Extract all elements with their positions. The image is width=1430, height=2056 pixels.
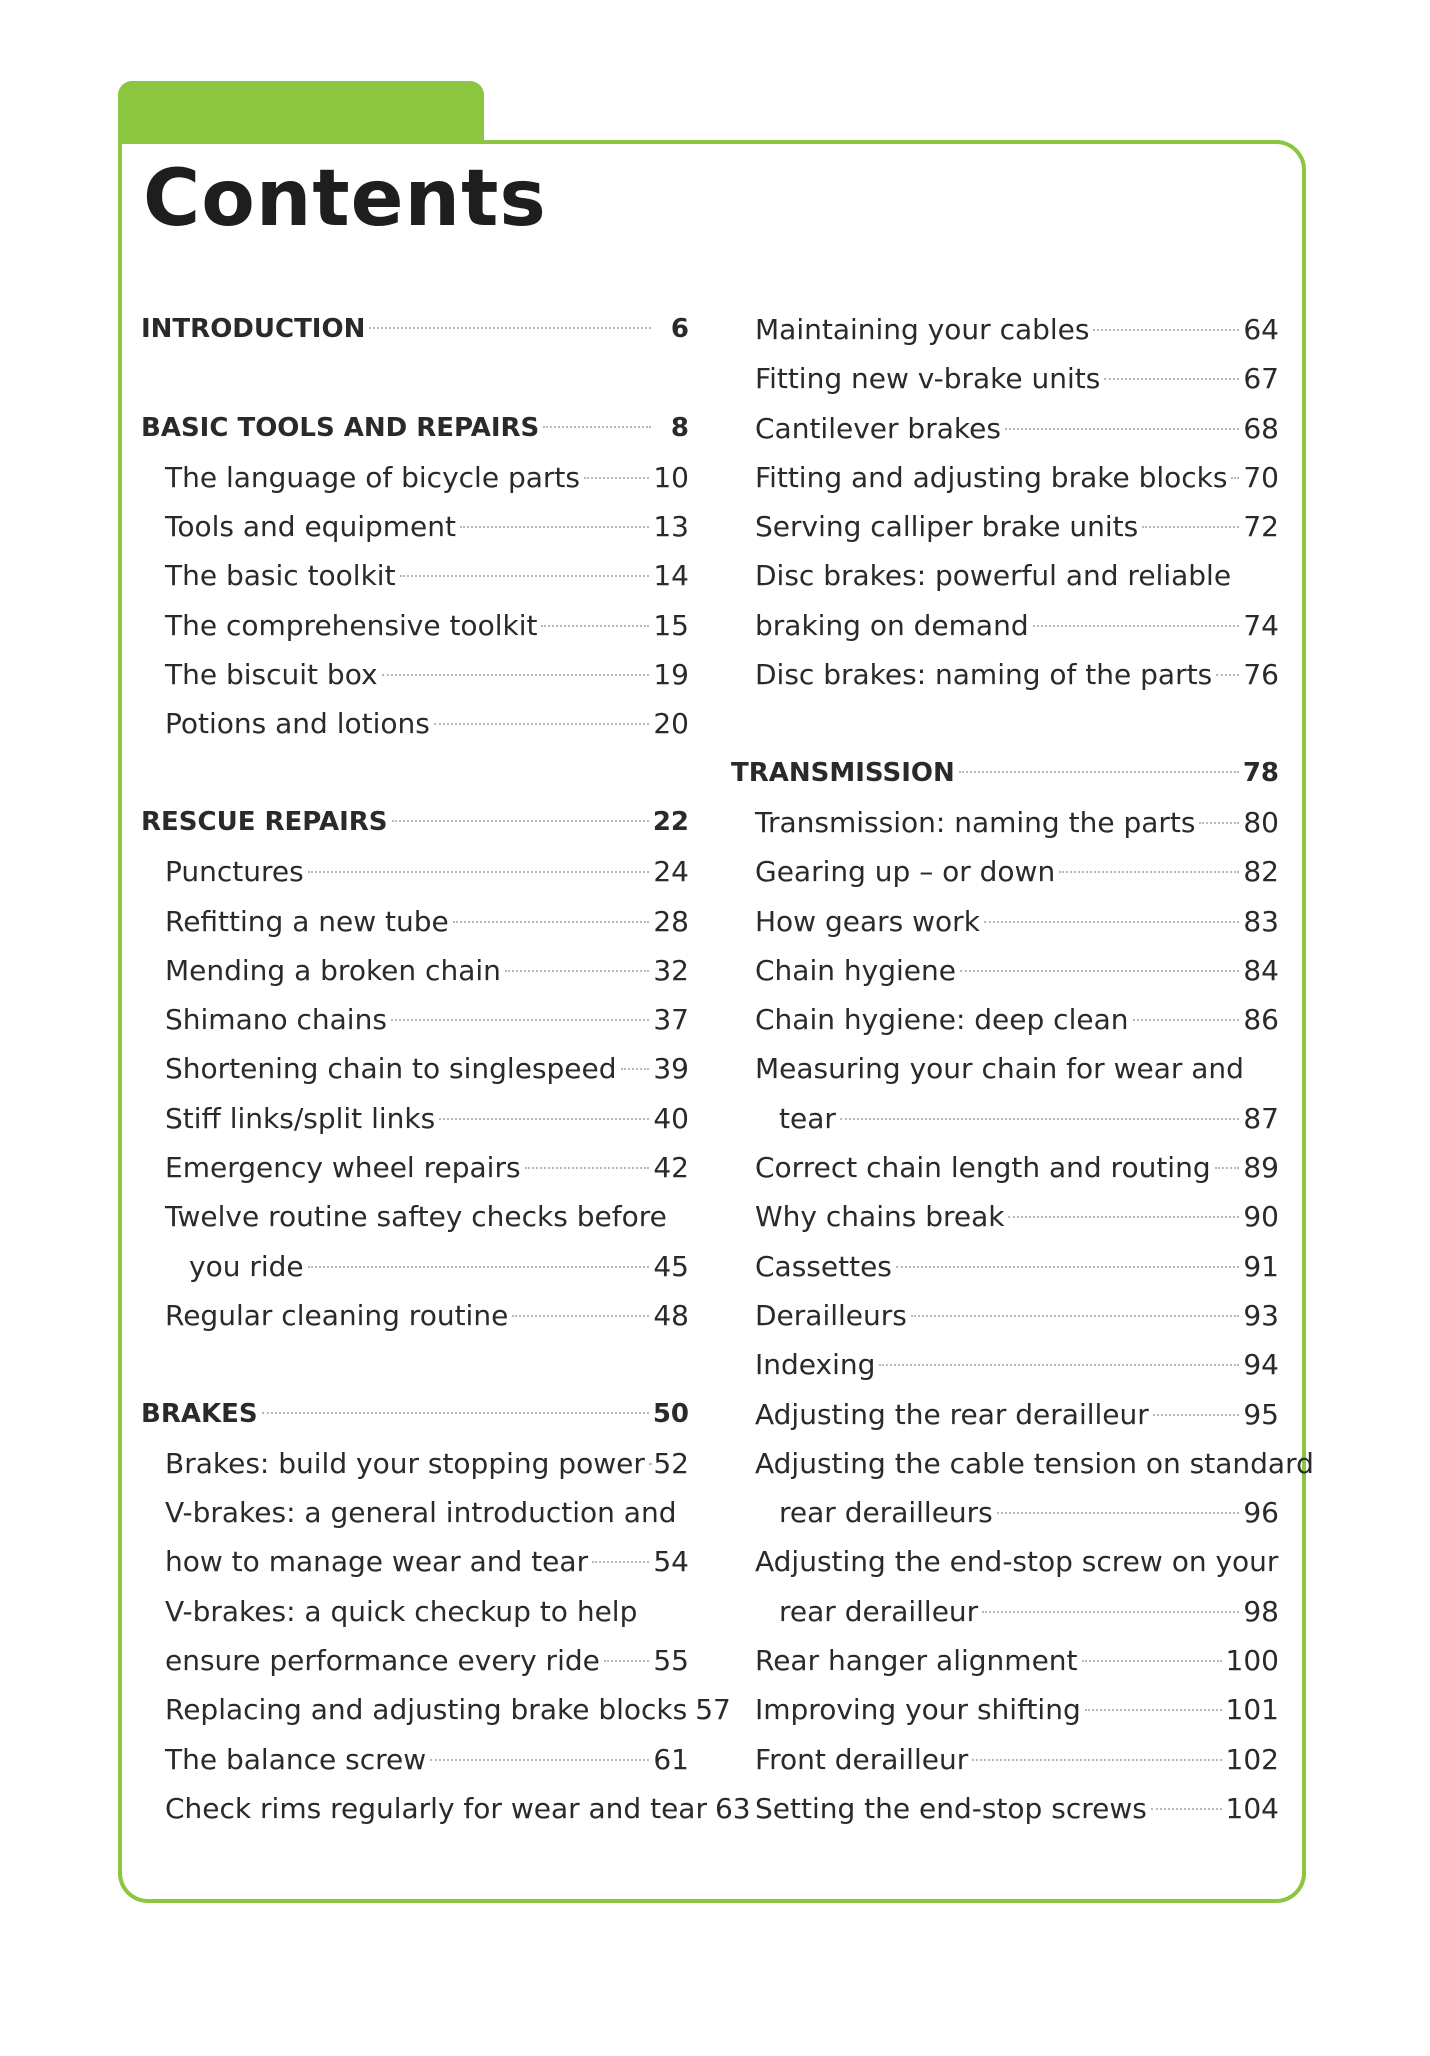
dot-leader: [1215, 1167, 1240, 1169]
dot-leader: [604, 1660, 650, 1662]
page-number: 63: [714, 1791, 751, 1825]
toc-entry[interactable]: [141, 897, 689, 946]
entry-title: Adjusting the cable tension on standard: [755, 1446, 1314, 1480]
entry-title: Cassettes: [755, 1249, 892, 1283]
page-number: 48: [653, 1298, 689, 1332]
toc-entry: [141, 1192, 689, 1241]
dot-leader: [960, 970, 1239, 972]
dot-leader: [453, 921, 650, 923]
entry-title: Stiff links/split links: [165, 1101, 436, 1135]
toc-entry: [731, 1044, 1279, 1093]
entry-title: how to manage wear and tear: [165, 1545, 589, 1579]
entry-title: Indexing: [755, 1348, 876, 1382]
entry-title: Cantilever brakes: [755, 411, 1001, 445]
entry-title: V-brakes: a quick checkup to help: [165, 1594, 638, 1628]
dot-leader: [1104, 378, 1239, 380]
page-number: 42: [653, 1151, 689, 1185]
entry-title: Potions and lotions: [165, 707, 430, 741]
dot-leader: [1085, 1709, 1222, 1711]
dot-leader: [308, 1266, 650, 1268]
entry-title: Fitting and adjusting brake blocks: [755, 460, 1228, 494]
page-number: 72: [1243, 510, 1279, 544]
toc-section-heading[interactable]: [731, 749, 1279, 798]
dot-leader: [896, 1266, 1239, 1268]
toc-entry[interactable]: [141, 946, 689, 995]
toc-entry[interactable]: [141, 995, 689, 1044]
entry-title: Front derailleur: [755, 1742, 969, 1776]
entry-title: The balance screw: [165, 1742, 427, 1776]
toc-entry[interactable]: [731, 502, 1279, 551]
dot-leader: [460, 526, 649, 528]
dot-leader: [840, 1118, 1239, 1120]
dot-leader: [1153, 1414, 1240, 1416]
page-number: 28: [653, 904, 689, 938]
dot-leader: [1033, 625, 1240, 627]
toc-entry[interactable]: [731, 897, 1279, 946]
page-number: 102: [1225, 1742, 1279, 1776]
page-number: 98: [1243, 1594, 1279, 1628]
entry-title: tear: [779, 1101, 836, 1135]
entry-title: The language of bicycle parts: [165, 460, 580, 494]
page-number: 93: [1243, 1298, 1279, 1332]
toc-entry[interactable]: [141, 1537, 689, 1586]
entry-title: rear derailleurs: [779, 1496, 993, 1530]
toc-entry[interactable]: [731, 305, 1279, 354]
toc-entry[interactable]: [141, 699, 689, 748]
toc-entry[interactable]: [141, 1291, 689, 1340]
toc-entry[interactable]: [141, 1242, 689, 1291]
toc-entry[interactable]: [141, 1094, 689, 1143]
entry-title: How gears work: [755, 904, 980, 938]
toc-entry[interactable]: [731, 354, 1279, 403]
toc-entry[interactable]: [731, 1488, 1279, 1537]
toc-entry[interactable]: [141, 1685, 731, 1734]
section-spacer: [141, 749, 689, 798]
entry-title: Tools and equipment: [165, 510, 456, 544]
toc-entry[interactable]: [731, 946, 1279, 995]
toc-entry[interactable]: [731, 1094, 1279, 1143]
dot-leader: [1151, 1808, 1222, 1810]
page-number: 101: [1225, 1693, 1279, 1727]
entry-title: Why chains break: [755, 1200, 1005, 1234]
page-number: 10: [653, 460, 689, 494]
toc-entry[interactable]: [141, 1439, 689, 1488]
page-number: 40: [653, 1101, 689, 1135]
page-number: 78: [1242, 757, 1279, 788]
toc-entry: [731, 1439, 1314, 1488]
entry-title: Regular cleaning routine: [165, 1298, 509, 1332]
toc-entry[interactable]: [731, 847, 1279, 896]
page-number: 82: [1243, 855, 1279, 889]
toc-entry[interactable]: [731, 650, 1279, 699]
dot-leader: [430, 1759, 649, 1761]
entry-title: Gearing up – or down: [755, 855, 1056, 889]
toc-entry[interactable]: [141, 1784, 751, 1833]
entry-title: Improving your shifting: [755, 1693, 1081, 1727]
toc-section-heading[interactable]: [141, 404, 689, 453]
toc-entry: [731, 551, 1279, 600]
entry-title: Shimano chains: [165, 1003, 387, 1037]
page-number: 94: [1243, 1348, 1279, 1382]
page-number: 90: [1243, 1200, 1279, 1234]
entry-title: Emergency wheel repairs: [165, 1151, 521, 1185]
page-number: 96: [1243, 1496, 1279, 1530]
toc-entry[interactable]: [731, 1636, 1279, 1685]
entry-title: Derailleurs: [755, 1298, 907, 1332]
toc-section-heading[interactable]: [141, 305, 689, 354]
page-number: 6: [670, 314, 689, 344]
page-number: 70: [1243, 460, 1279, 494]
dot-leader: [972, 1759, 1221, 1761]
section-spacer: [141, 1340, 689, 1389]
toc-entry[interactable]: [141, 1636, 689, 1685]
dot-leader: [525, 1167, 650, 1169]
toc-entry[interactable]: [141, 650, 689, 699]
section-spacer: [141, 354, 689, 403]
toc-entry[interactable]: [141, 551, 689, 600]
entry-title: Twelve routine saftey checks before: [165, 1200, 667, 1234]
dot-leader: [911, 1315, 1239, 1317]
entry-title: Punctures: [165, 855, 304, 889]
toc-left-column: [141, 305, 751, 1833]
dot-leader: [382, 674, 650, 676]
section-title: BASIC TOOLS AND REPAIRS: [141, 412, 540, 443]
page-number: 50: [652, 1398, 689, 1429]
entry-title: The comprehensive toolkit: [165, 608, 538, 642]
toc-entry[interactable]: [731, 601, 1279, 650]
entry-title: Chain hygiene: [755, 953, 956, 987]
dot-leader: [997, 1512, 1240, 1514]
toc-right-column: [731, 305, 1314, 1833]
page-number: 61: [653, 1742, 689, 1776]
page-number: 83: [1243, 904, 1279, 938]
toc-entry[interactable]: [731, 1340, 1279, 1389]
entry-title: Measuring your chain for wear and: [755, 1052, 1244, 1086]
entry-title: ensure performance every ride: [165, 1644, 600, 1678]
toc-entry[interactable]: [731, 798, 1279, 847]
toc-entry[interactable]: [141, 453, 689, 502]
entry-title: Maintaining your cables: [755, 313, 1090, 346]
entry-title: Correct chain length and routing: [755, 1151, 1211, 1185]
page-number: 13: [653, 510, 689, 544]
page-number: 80: [1243, 805, 1279, 839]
page-number: 8: [670, 412, 689, 443]
toc-entry[interactable]: [731, 1685, 1279, 1734]
dot-leader: [1005, 428, 1239, 430]
page-number: 19: [653, 658, 689, 692]
dot-leader: [439, 1118, 649, 1120]
toc-entry: [141, 1488, 689, 1537]
toc-entry[interactable]: [141, 1044, 689, 1093]
toc-entry[interactable]: [731, 1192, 1279, 1241]
dot-leader: [984, 921, 1239, 923]
toc-section-heading[interactable]: [141, 798, 689, 847]
toc-entry: [731, 1537, 1279, 1586]
dot-leader: [621, 1068, 650, 1070]
entry-title: V-brakes: a general introduction and: [165, 1496, 677, 1530]
page-number: 57: [695, 1693, 731, 1727]
page-number: 37: [653, 1003, 689, 1037]
entry-title: Check rims regularly for wear and tear: [165, 1791, 707, 1825]
dot-leader: [584, 477, 649, 479]
entry-title: Chain hygiene: deep clean: [755, 1003, 1129, 1037]
page-number: 84: [1243, 953, 1279, 987]
dot-leader: [1199, 822, 1239, 824]
page-number: 54: [653, 1545, 689, 1579]
section-title: RESCUE REPAIRS: [141, 806, 388, 837]
section-title: TRANSMISSION: [731, 757, 955, 788]
page-title: Contents: [143, 154, 547, 244]
toc-entry[interactable]: [141, 601, 689, 650]
page-number: 95: [1243, 1397, 1279, 1431]
toc-entry: [141, 1587, 689, 1636]
dot-leader: [369, 327, 651, 329]
page-number: 67: [1243, 362, 1279, 396]
entry-title: Serving calliper brake units: [755, 510, 1139, 544]
entry-title: Fitting new v-brake units: [755, 362, 1101, 396]
page-number: 89: [1243, 1151, 1279, 1185]
toc-entry[interactable]: [731, 1291, 1279, 1340]
page-number: 104: [1225, 1791, 1279, 1825]
dot-leader: [541, 625, 649, 627]
page-number: 76: [1243, 658, 1279, 692]
page-number: 45: [653, 1249, 689, 1283]
dot-leader: [649, 1463, 650, 1465]
entry-title: Adjusting the rear derailleur: [755, 1397, 1149, 1431]
toc-entry[interactable]: [731, 1587, 1279, 1636]
page-number: 22: [652, 806, 689, 837]
toc-entry[interactable]: [731, 1784, 1279, 1833]
dot-leader: [1093, 329, 1239, 331]
entry-title: Disc brakes: powerful and reliable: [755, 559, 1232, 593]
entry-title: rear derailleur: [779, 1594, 979, 1628]
entry-title: Brakes: build your stopping power: [165, 1446, 645, 1480]
page-number: 52: [653, 1446, 689, 1480]
page-number: 14: [653, 559, 689, 593]
entry-title: The biscuit box: [165, 658, 378, 692]
section-title: BRAKES: [141, 1398, 258, 1429]
dot-leader: [262, 1412, 649, 1414]
dot-leader: [391, 1019, 649, 1021]
entry-title: The basic toolkit: [165, 559, 396, 593]
entry-title: Refitting a new tube: [165, 904, 449, 938]
toc-entry[interactable]: [731, 404, 1279, 453]
page-number: 15: [653, 608, 689, 642]
toc-entry[interactable]: [731, 1242, 1279, 1291]
dot-leader: [1082, 1660, 1222, 1662]
page-number: 39: [653, 1052, 689, 1086]
entry-title: Disc brakes: naming of the parts: [755, 658, 1213, 692]
toc-entry[interactable]: [731, 1390, 1279, 1439]
entry-title: braking on demand: [755, 608, 1029, 642]
toc-entry[interactable]: [731, 1735, 1279, 1784]
page-number: 91: [1243, 1249, 1279, 1283]
dot-leader: [434, 723, 650, 725]
dot-leader: [1059, 871, 1239, 873]
page-number: 100: [1225, 1644, 1279, 1678]
dot-leader: [592, 1561, 649, 1563]
dot-leader: [392, 820, 649, 822]
toc-section-heading[interactable]: [141, 1390, 689, 1439]
dot-leader: [1008, 1216, 1239, 1218]
section-title: INTRODUCTION: [141, 314, 366, 344]
dot-leader: [1216, 674, 1239, 676]
toc-entry[interactable]: [731, 453, 1279, 502]
entry-title: Mending a broken chain: [165, 953, 501, 987]
section-spacer: [731, 699, 1279, 748]
toc-entry[interactable]: [731, 1143, 1279, 1192]
toc-entry[interactable]: [141, 1735, 689, 1784]
page-number: 24: [653, 855, 689, 889]
dot-leader: [982, 1611, 1239, 1613]
page-number: 20: [653, 707, 689, 741]
entry-title: Transmission: naming the parts: [755, 805, 1196, 839]
dot-leader: [1231, 477, 1239, 479]
page-number: 87: [1243, 1101, 1279, 1135]
toc-entry[interactable]: [141, 1143, 689, 1192]
dot-leader: [400, 575, 650, 577]
dot-leader: [959, 771, 1239, 773]
page-number: 68: [1243, 411, 1279, 445]
dot-leader: [1133, 1019, 1240, 1021]
dot-leader: [1142, 526, 1239, 528]
page-number: 55: [653, 1644, 689, 1678]
dot-leader: [543, 426, 651, 428]
entry-title: Shortening chain to singlespeed: [165, 1052, 617, 1086]
dot-leader: [505, 970, 649, 972]
dot-leader: [308, 871, 650, 873]
page-number: 86: [1243, 1003, 1279, 1037]
dot-leader: [512, 1315, 649, 1317]
page-number: 32: [653, 953, 689, 987]
entry-title: Setting the end-stop screws: [755, 1791, 1147, 1825]
page-number: 74: [1243, 608, 1279, 642]
entry-title: Adjusting the end-stop screw on your: [755, 1545, 1279, 1579]
dot-leader: [879, 1364, 1239, 1366]
toc-entry[interactable]: [731, 995, 1279, 1044]
toc-entry[interactable]: [141, 847, 689, 896]
entry-title: Replacing and adjusting brake blocks: [165, 1693, 688, 1727]
entry-title: you ride: [189, 1249, 304, 1283]
toc-entry[interactable]: [141, 502, 689, 551]
entry-title: Rear hanger alignment: [755, 1644, 1078, 1678]
page-number: 64: [1243, 313, 1279, 346]
header-tab: [118, 81, 484, 147]
